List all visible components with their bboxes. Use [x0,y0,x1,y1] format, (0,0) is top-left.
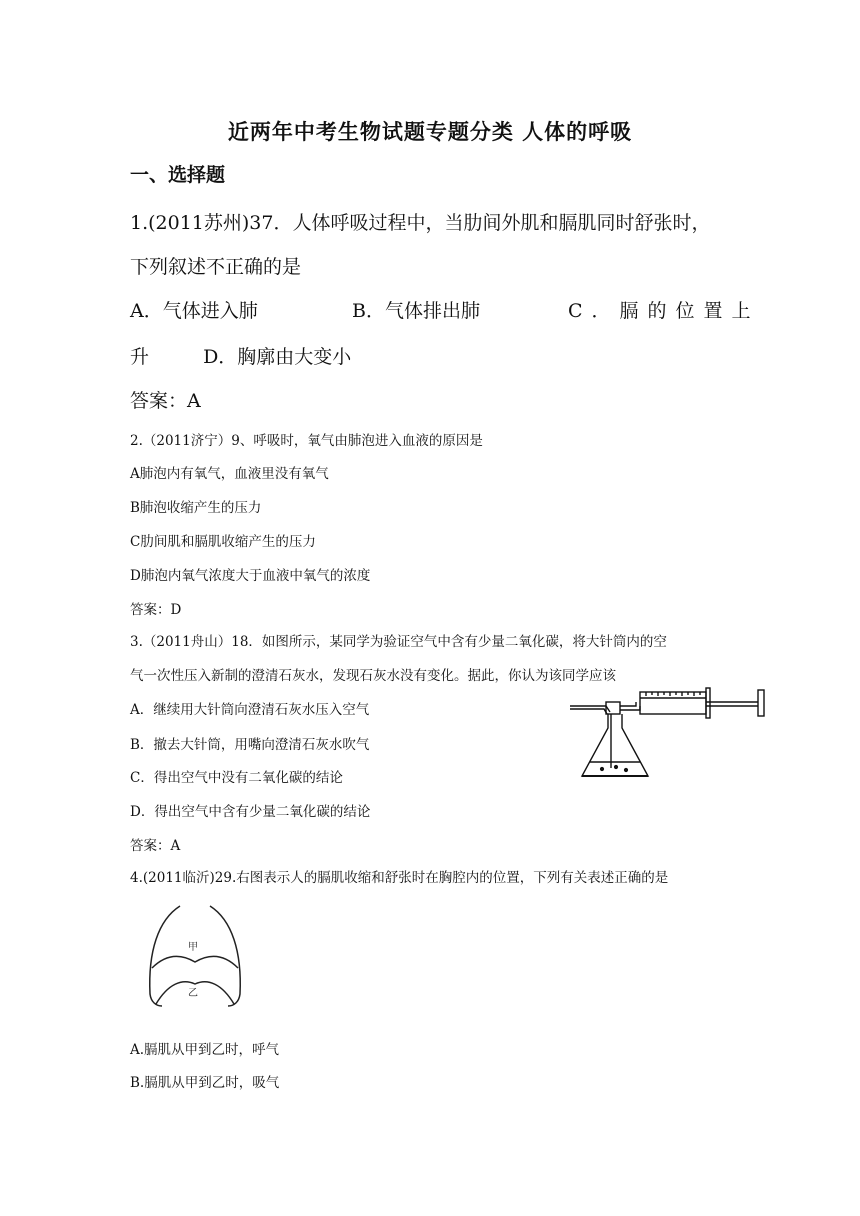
q1-option-a: A．气体进入肺 [130,300,258,322]
q1-option-b: B．气体排出肺 [352,300,480,322]
q2-option-b: B肺泡收缩产生的压力 [130,500,262,516]
q3-option-a: A．继续用大针筒向澄清石灰水压入空气 [130,702,370,718]
q3-stem-line1: 3.（2011舟山）18．如图所示，某同学为验证空气中含有少量二氧化碳，将大针筒内的空 [130,634,667,650]
q2-option-d: D肺泡内氧气浓度大于血液中氧气的浓度 [130,568,371,584]
label-yi: 乙 [188,988,198,999]
q4-option-b: B.膈肌从甲到乙时，吸气 [130,1075,280,1091]
q1-stem-line1: 1.(2011苏州)37．人体呼吸过程中，当肋间外肌和膈肌同时舒张时， [130,212,711,234]
q4-option-a: A.膈肌从甲到乙时，呼气 [130,1042,280,1058]
label-jia: 甲 [188,942,198,953]
q1-option-d: D．胸廓由大变小 [203,346,352,368]
q2-option-c: C肋间肌和膈肌收缩产生的压力 [130,534,316,550]
q3-option-c: C．得出空气中没有二氧化碳的结论 [130,770,343,786]
page-title: 近两年中考生物试题专题分类 人体的呼吸 [227,119,633,144]
q3-option-b: B．撤去大针筒，用嘴向澄清石灰水吹气 [130,737,370,753]
q2-stem: 2.（2011济宁）9、呼吸时，氧气由肺泡进入血液的原因是 [130,433,483,449]
q1-option-c: C．膈的位置上 [568,300,760,322]
q2-option-a: A肺泡内有氧气，血液里没有氧气 [130,466,329,482]
diaphragm-figure [140,902,250,1012]
q4-stem: 4.(2011临沂)29.右图表示人的膈肌收缩和舒张时在胸腔内的位置，下列有关表述正确的是 [130,870,669,886]
q1-options-row2 [130,342,351,369]
syringe-flask-figure [566,684,776,784]
q3-option-d: D．得出空气中含有少量二氧化碳的结论 [130,804,371,820]
q3-stem-line2: 气一次性压入新制的澄清石灰水，发现石灰水没有变化。据此，你认为该同学应该 [130,668,616,684]
q1-stem-line2: 下列叙述不正确的是 [130,256,302,278]
q1-answer: 答案：A [130,390,201,412]
q2-answer: 答案：D [130,602,182,618]
section-heading: 一、选择题 [130,164,226,186]
q1-option-c-continued: 升 [130,346,150,368]
q3-answer: 答案：A [130,838,181,854]
